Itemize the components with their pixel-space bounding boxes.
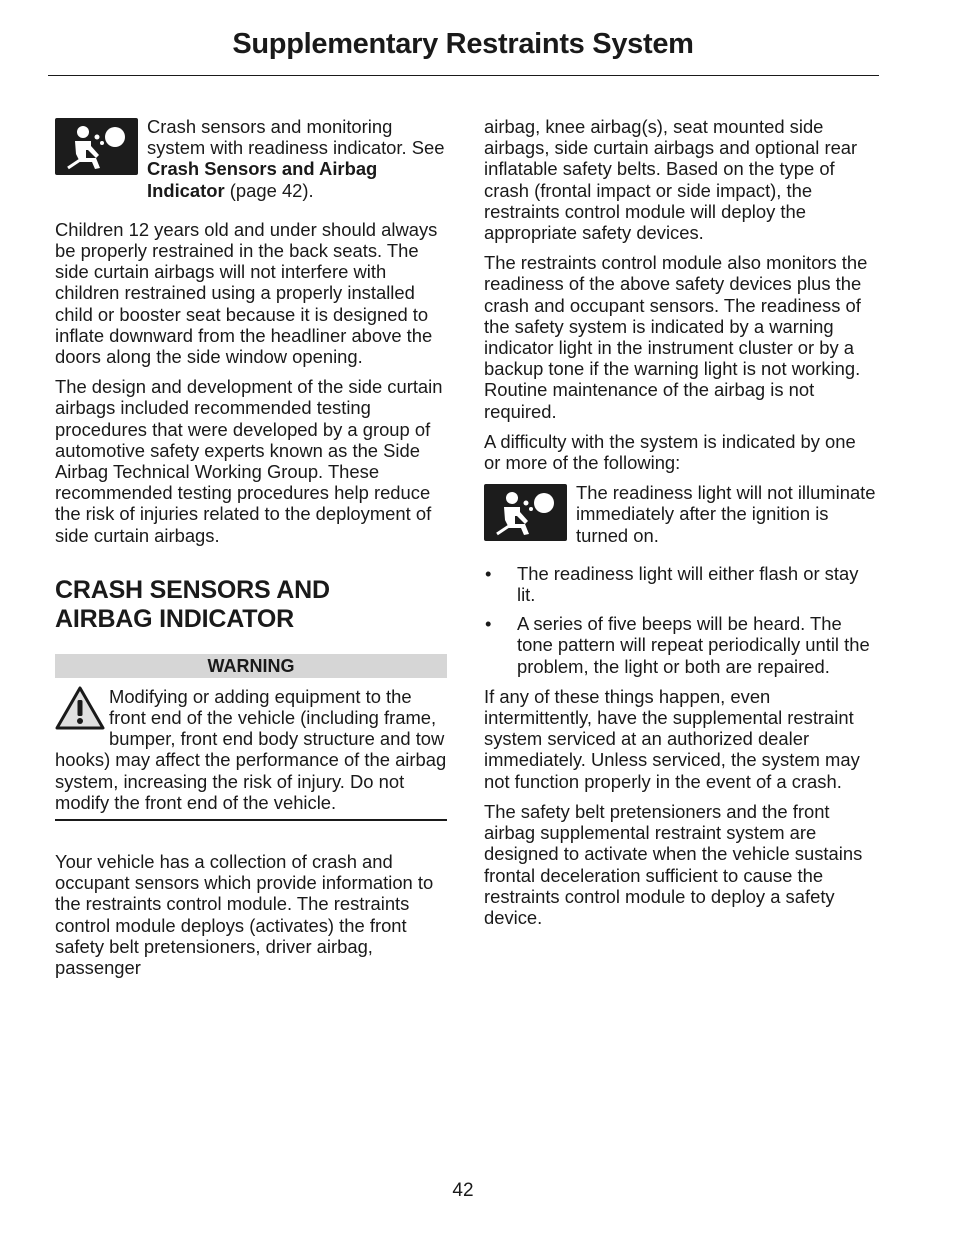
list-item xyxy=(484,563,876,605)
warning-triangle-icon xyxy=(55,686,105,730)
service-paragraph: If any of these things happen, even intermittently, have the supplemental restraint system serviced at an authorized dealer immediately. Unless serviced, the system may not function properly in the event of a crash. xyxy=(484,685,860,792)
intro-text: Crash sensors and monitoring system with readiness indicator. See xyxy=(147,116,445,159)
monitor-paragraph: The restraints control module also monitors the readiness of the above safety devices plus the crash and occupant sensors. The readiness of the safety system is indicated by a warning indicator light in the instrument cluster or by a backup tone if the warning light is not working. Routine maintenance of the airbag is not required. xyxy=(484,252,868,422)
page-number: 42 xyxy=(452,1180,474,1201)
bullet-marker: • xyxy=(485,562,492,584)
section-heading-line1: CRASH SENSORS AND xyxy=(55,575,330,604)
airbag-readiness-indicator-icon xyxy=(484,484,567,541)
list-item-text: The readiness light will either flash or stay lit. xyxy=(517,562,859,606)
intro-page-ref: (page 42). xyxy=(229,179,314,201)
continued-paragraph: airbag, knee airbag(s), seat mounted side airbags, side curtain airbags and optional rear inflatable safety belts. Based on the type of crash (frontal impact or side impact), the restraints control module will deploy the appropriate safety devices. xyxy=(484,116,858,244)
difficulty-list xyxy=(484,563,876,677)
warning-text: Modifying or adding equipment to the front end of the vehicle (including frame, bumper, front end body structure and tow hooks) may affect the performance of the airbag system, increasing the risk of injury. Do not modify the front end of the vehicle. xyxy=(55,685,447,813)
design-paragraph: The design and development of the side curtain airbags included recommended testing procedures that were developed by a group of automotive safety experts known as the Side Airbag Technical Working Group. These recommended testing procedures help reduce the risk of injuries related to the deployment of side curtain airbags. xyxy=(55,376,443,546)
page-title: Supplementary Restraints System xyxy=(232,28,694,60)
indicator-text: The readiness light will not illuminate immediately after the ignition is turned on. xyxy=(576,482,876,546)
warning-block xyxy=(55,654,447,821)
section-heading-line2: AIRBAG INDICATOR xyxy=(55,604,294,633)
intro-block xyxy=(55,116,447,210)
title-divider xyxy=(48,75,879,76)
sensors-paragraph: Your vehicle has a collection of crash and occupant sensors which provide information to the restraints control module. The restraints control module deploys (activates) the front safety belt pretensioners, driver airbag, passenger xyxy=(55,851,434,979)
warning-label: WARNING xyxy=(55,654,447,678)
left-column xyxy=(55,116,447,987)
list-item xyxy=(484,613,876,677)
children-paragraph: Children 12 years old and under should always be properly restrained in the back seats. The side curtain airbags will not interfere with children restrained using a properly installed child or booster seat because it is designed to inflate downward from the headliner above the doors along the side window opening. xyxy=(55,218,438,368)
difficulty-paragraph: A difficulty with the system is indicated by one or more of the following: xyxy=(484,430,856,474)
airbag-readiness-indicator-icon xyxy=(55,118,138,175)
crash-sensors-link[interactable]: Crash Sensors and Airbag Indicator xyxy=(147,158,378,201)
list-item-text: A series of five beeps will be heard. The tone pattern will repeat periodically until the problem, the light or both are repaired. xyxy=(517,613,870,677)
right-column xyxy=(484,116,876,937)
pretensioners-paragraph: The safety belt pretensioners and the front airbag supplemental restraint system are designed to activate when the vehicle sustains frontal deceleration sufficient to cause the restraints control module to deploy a safety device. xyxy=(484,800,863,928)
section-heading xyxy=(55,576,447,634)
bullet-marker: • xyxy=(485,613,492,635)
indicator-block xyxy=(484,482,876,555)
